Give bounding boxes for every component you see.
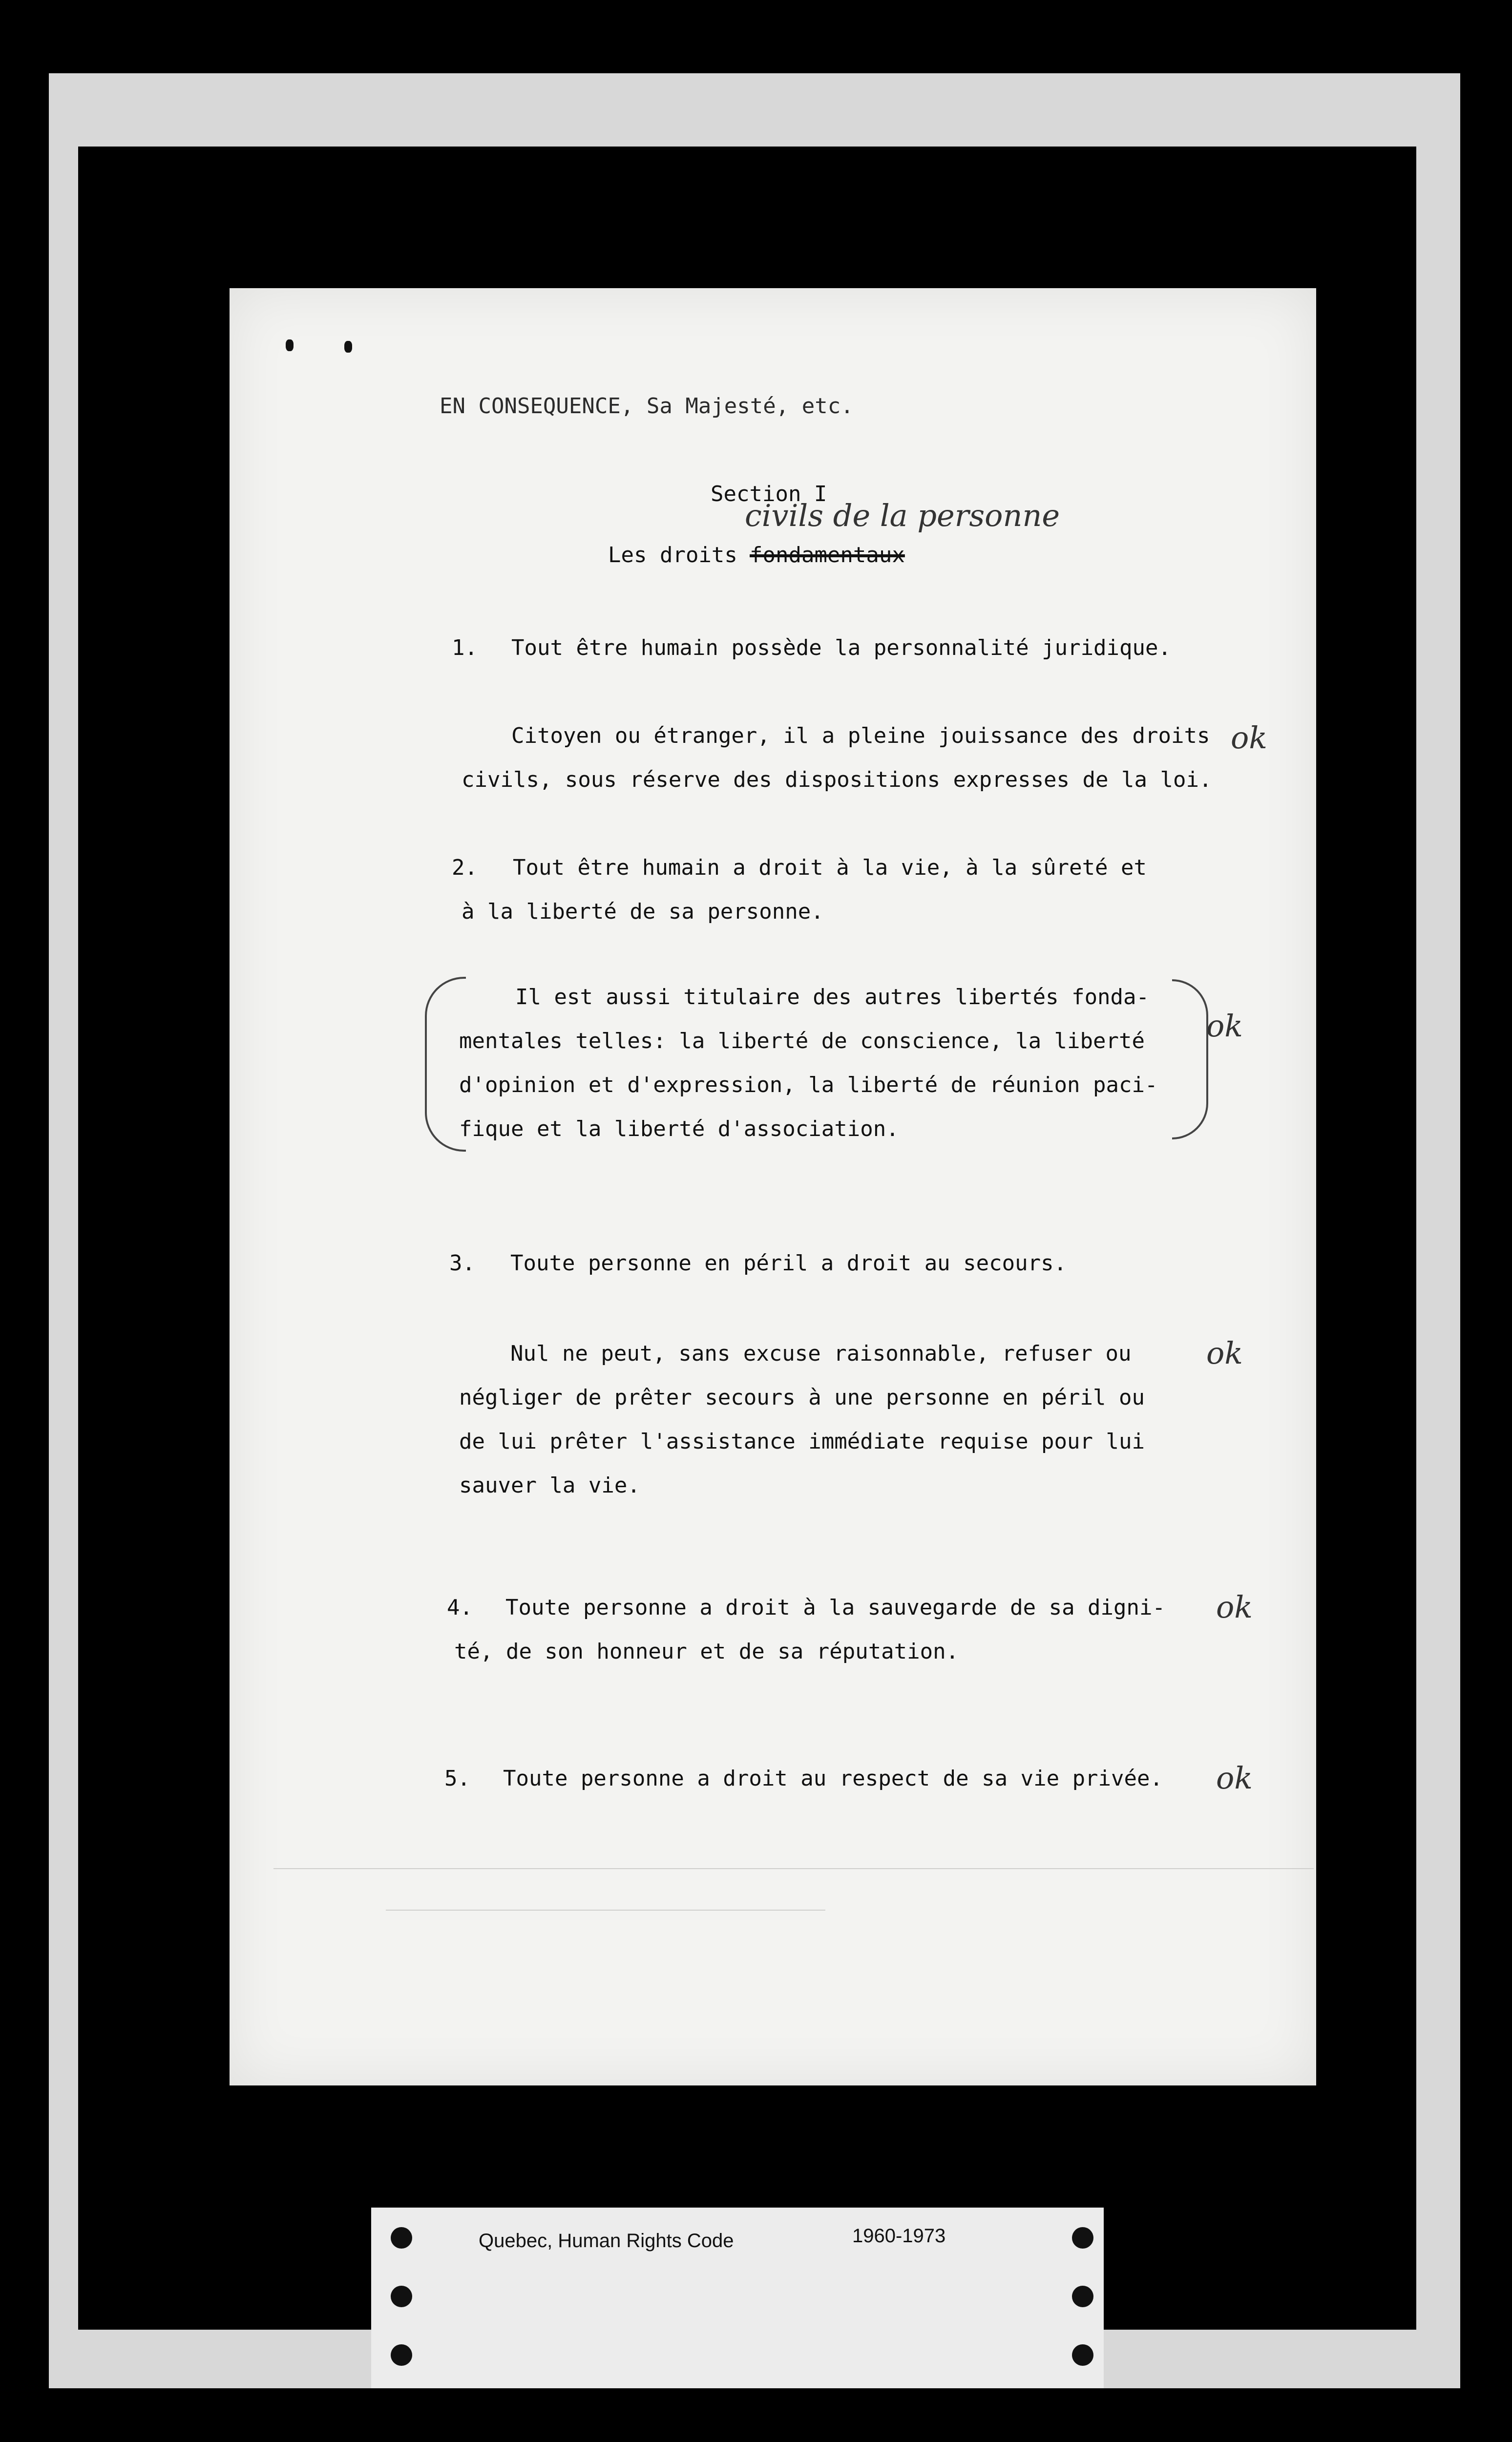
- article-number: 5.: [444, 1766, 470, 1791]
- punch-mark: [286, 339, 294, 351]
- card-hole: [1072, 2344, 1093, 2366]
- margin-note: ok: [1206, 1335, 1243, 1371]
- paper-fold-line: [273, 1868, 1314, 1869]
- article-text-line: de lui prêter l'assistance immédiate requise pour lui: [459, 1429, 1145, 1454]
- opening-line: EN CONSEQUENCE, Sa Majesté, etc.: [440, 394, 854, 419]
- title-typed-prefix: Les droits: [608, 543, 737, 568]
- margin-note: ok: [1206, 1008, 1243, 1044]
- article-text-line: té, de son honneur et de sa réputation.: [454, 1639, 959, 1664]
- article-number: 3.: [449, 1251, 475, 1276]
- title-handwritten-correction: civils de la personne: [745, 498, 1060, 533]
- article-text-line: Citoyen ou étranger, il a pleine jouissance des droits: [511, 723, 1210, 748]
- right-bracket-mark: [1172, 979, 1208, 1139]
- margin-note: ok: [1216, 1760, 1253, 1796]
- section-heading: Section I: [711, 482, 827, 506]
- card-hole: [1072, 2227, 1093, 2249]
- article-text-line: Tout être humain a droit à la vie, à la sûreté et: [513, 855, 1147, 880]
- punch-mark: [344, 341, 352, 353]
- card-hole: [391, 2344, 412, 2366]
- title-struck-word: fondamentaux: [750, 543, 905, 568]
- card-hole: [391, 2227, 412, 2249]
- margin-note: ok: [1216, 1589, 1253, 1625]
- article-text-line: fique et la liberté d'association.: [459, 1116, 899, 1141]
- archive-label-card: [371, 2208, 1104, 2388]
- typed-document-page: [230, 288, 1316, 2085]
- article-text-line: Tout être humain possède la personnalité juridique.: [511, 635, 1172, 660]
- article-text-line: Toute personne a droit au respect de sa vie privée.: [503, 1766, 1163, 1791]
- card-hole: [1072, 2286, 1093, 2307]
- article-text-line: négliger de prêter secours à une personne en péril ou: [459, 1385, 1145, 1410]
- label-years: 1960-1973: [852, 2225, 946, 2247]
- card-hole: [391, 2286, 412, 2307]
- article-number: 2.: [452, 855, 478, 880]
- article-text-line: Il est aussi titulaire des autres libertés fonda-: [515, 985, 1150, 1010]
- article-text-line: Toute personne en péril a droit au secours.: [510, 1251, 1067, 1276]
- article-number: 1.: [452, 635, 478, 660]
- article-text-line: Toute personne a droit à la sauvegarde de sa digni-: [505, 1595, 1166, 1620]
- article-text-line: mentales telles: la liberté de conscience, la liberté: [459, 1029, 1145, 1053]
- article-number: 4.: [447, 1595, 473, 1620]
- margin-note: ok: [1231, 720, 1267, 756]
- label-title: Quebec, Human Rights Code: [479, 2230, 734, 2252]
- article-text-line: d'opinion et d'expression, la liberté de réunion paci-: [459, 1073, 1158, 1097]
- article-text-line: Nul ne peut, sans excuse raisonnable, refuser ou: [510, 1341, 1132, 1366]
- article-text-line: à la liberté de sa personne.: [462, 899, 824, 924]
- article-text-line: sauver la vie.: [459, 1473, 640, 1498]
- article-text-line: civils, sous réserve des dispositions expresses de la loi.: [462, 767, 1212, 792]
- paper-fold-line: [386, 1910, 825, 1911]
